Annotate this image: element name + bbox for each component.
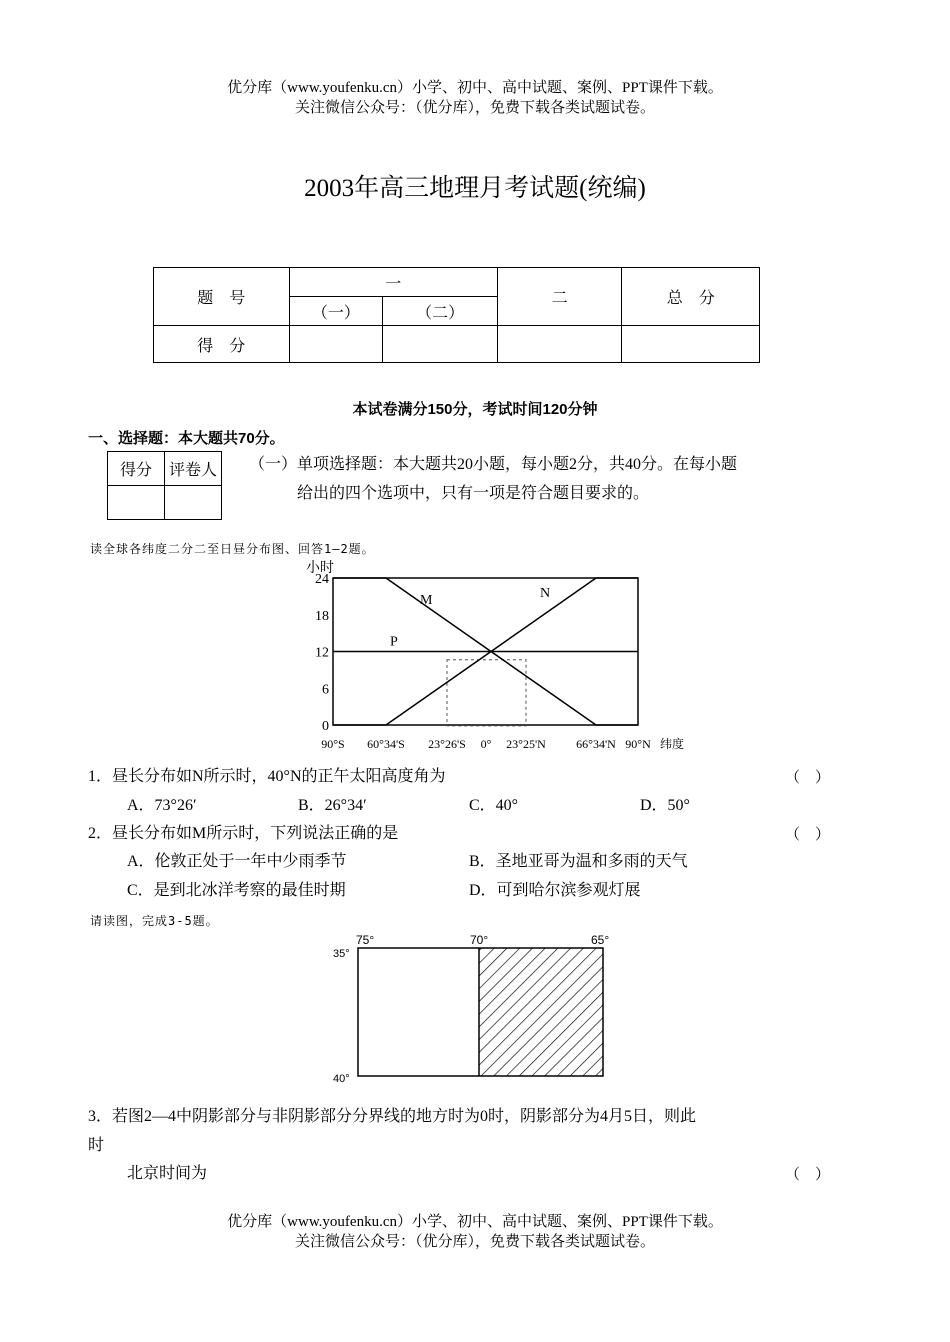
score-cell-yi-2 bbox=[383, 326, 498, 363]
score-header-yi-1: （一） bbox=[289, 297, 383, 326]
q1-answer-paren: （ ） bbox=[785, 770, 831, 786]
lon-label-75: 75° bbox=[356, 933, 375, 947]
footer-line-1: 优分库（www.youfenku.cn）小学、初中、高中试题、案例、PPT课件下载。 bbox=[227, 1214, 723, 1230]
part1-instruction-line2: 给出的四个选项中，只有一项是符合题目要求的。 bbox=[297, 485, 650, 502]
series-label-M: M bbox=[420, 593, 433, 608]
grader-cell-score bbox=[108, 486, 165, 520]
grader-defen: 得分 bbox=[108, 452, 165, 486]
score-header-er: 二 bbox=[497, 268, 621, 326]
x-tick-label: 0° bbox=[480, 737, 492, 751]
intro-q1-2: 读全球各纬度二分二至日昼分布图、回答1—2题。 bbox=[90, 542, 375, 556]
grader-pingjuanren: 评卷人 bbox=[165, 452, 222, 486]
section-1-heading: 一、选择题：本大题共70分。 bbox=[88, 430, 285, 447]
score-table bbox=[153, 267, 760, 363]
grader-table bbox=[107, 451, 222, 520]
daylength-chart bbox=[300, 558, 720, 754]
footer-line-2: 关注微信公众号：（优分库），免费下载各类试题试卷。 bbox=[294, 1234, 655, 1250]
score-header-yi-2: （二） bbox=[383, 297, 498, 326]
series-label-P: P bbox=[390, 634, 398, 650]
score-header-zongfen: 总 分 bbox=[622, 268, 760, 326]
lat-label-40: 40° bbox=[333, 1073, 350, 1085]
x-axis-title: 纬度 bbox=[659, 737, 685, 751]
x-tick-label: 90°S bbox=[321, 737, 345, 751]
y-tick-label: 0 bbox=[322, 719, 329, 734]
x-tick-label: 66°34'N bbox=[576, 737, 616, 751]
lat-label-35: 35° bbox=[333, 948, 350, 960]
q2-option-b: B．圣地亚哥为温和多雨的天气 bbox=[469, 853, 688, 870]
q2-option-a: A．伦敦正处于一年中少雨季节 bbox=[127, 853, 347, 870]
y-tick-label: 12 bbox=[315, 645, 329, 661]
timezone-map-figure bbox=[325, 926, 625, 1086]
q2-stem: 2．昼长分布如M所示时，下列说法正确的是 bbox=[88, 825, 399, 842]
grader-cell-name bbox=[165, 486, 222, 520]
x-tick-label: 60°34'S bbox=[367, 737, 405, 751]
q1-stem: 1．昼长分布如N所示时，40°N的正午太阳高度角为 bbox=[88, 768, 446, 785]
score-row-defen: 得 分 bbox=[154, 326, 290, 363]
q3-answer-paren: （ ） bbox=[785, 1167, 831, 1183]
q2-option-c: C．是到北冰洋考察的最佳时期 bbox=[127, 882, 346, 899]
header-line-1: 优分库（www.youfenku.cn）小学、初中、高中试题、案例、PPT课件下载。 bbox=[227, 80, 723, 96]
x-tick-label: 23°25'N bbox=[506, 737, 546, 751]
series-label-N: N bbox=[540, 586, 551, 601]
q3-line1: 3．若图2—4中阴影部分与非阴影部分分界线的地方时为0时，阴影部分为4月5日，则此 bbox=[88, 1108, 697, 1125]
q1-option-c: C．40° bbox=[469, 797, 519, 814]
y-tick-label: 18 bbox=[315, 608, 329, 624]
exam-info: 本试卷满分150分，考试时间120分钟 bbox=[352, 401, 598, 418]
score-cell-total bbox=[622, 326, 760, 363]
q1-option-b: B．26°34′ bbox=[298, 797, 367, 814]
score-cell-er bbox=[497, 326, 621, 363]
part1-instruction-line1: （一）单项选择题：本大题共20小题，每小题2分，共40分。在每小题 bbox=[249, 456, 738, 473]
chart-dashed-box bbox=[447, 660, 526, 726]
q1-option-d: D．50° bbox=[640, 797, 690, 814]
q1-option-a: A．73°26′ bbox=[127, 797, 197, 814]
header-line-2: 关注微信公众号：（优分库），免费下载各类试题试卷。 bbox=[294, 100, 655, 116]
score-header-yi: 一 bbox=[289, 268, 497, 297]
q2-option-d: D．可到哈尔滨参观灯展 bbox=[469, 882, 641, 899]
y-tick-label: 6 bbox=[322, 682, 329, 698]
shaded-region bbox=[479, 948, 603, 1076]
q2-answer-paren: （ ） bbox=[785, 827, 831, 843]
x-tick-label: 23°26'S bbox=[428, 737, 466, 751]
x-tick-label: 90°N bbox=[625, 737, 651, 751]
lon-label-65: 65° bbox=[591, 933, 610, 947]
score-cell-yi-1 bbox=[289, 326, 383, 363]
intro-q3-5: 请读图，完成3-5题。 bbox=[90, 914, 219, 928]
q3-line3: 北京时间为 bbox=[127, 1165, 208, 1182]
q3-line2: 时 bbox=[88, 1137, 105, 1154]
page-title: 2003年高三地理月考试题(统编) bbox=[304, 175, 646, 202]
score-header-tihao: 题 号 bbox=[154, 268, 290, 326]
y-axis-title: 小时 bbox=[306, 561, 334, 576]
lon-label-70: 70° bbox=[470, 933, 489, 947]
y-tick-label: 24 bbox=[315, 572, 329, 587]
